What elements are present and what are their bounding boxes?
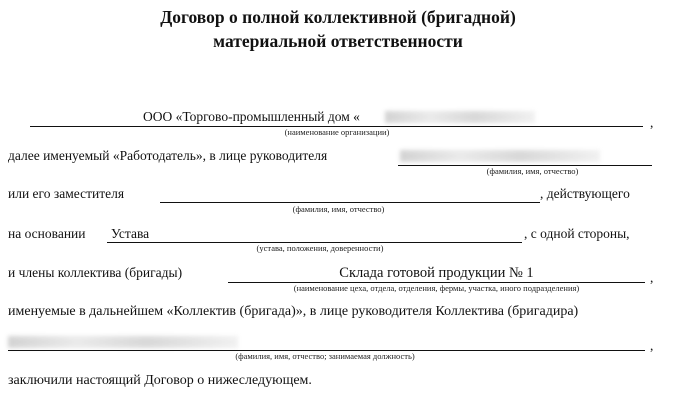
collective-text: именуемые в дальнейшем «Коллектив (бригада)», в лице руководителя Коллектива (бригадира) xyxy=(8,304,579,319)
redacted-director-name xyxy=(400,150,600,162)
organization-name: ООО «Торгово-промышленный дом « xyxy=(143,109,360,124)
closing-text: заключили настоящий Договор о нижеследующем. xyxy=(8,373,312,388)
director-caption: (фамилия, имя, отчество) xyxy=(486,166,579,176)
department-caption: (наименование цеха, отдела, отделения, фермы, участка, иного подразделения) xyxy=(293,283,580,293)
basis-text: на основании xyxy=(8,226,86,241)
organization-comma: , xyxy=(650,115,654,130)
document-title-line-1: Договор о полной коллективной (бригадной) xyxy=(160,7,516,27)
redacted-organization-name xyxy=(385,111,535,123)
basis-suffix: , с одной стороны, xyxy=(524,226,630,241)
deputy-caption: (фамилия, имя, отчество) xyxy=(292,204,385,214)
leader-caption: (фамилия, имя, отчество; занимаемая должность) xyxy=(235,351,415,361)
deputy-text: или его заместителя xyxy=(8,186,125,201)
leader-comma: , xyxy=(650,338,654,353)
deputy-suffix: , действующего xyxy=(540,186,630,201)
department-name: Склада готовой продукции № 1 xyxy=(339,265,534,281)
basis-value: Устава xyxy=(111,226,150,241)
organization-caption: (наименование организации) xyxy=(284,127,390,137)
members-text: и члены коллектива (бригады) xyxy=(8,265,183,280)
redacted-leader-name xyxy=(8,336,238,348)
deputy-field-line xyxy=(160,202,540,203)
members-comma: , xyxy=(650,270,654,285)
basis-caption: (устава, положения, доверенности) xyxy=(256,243,384,253)
document-title-line-2: материальной ответственности xyxy=(213,31,463,51)
employer-text: далее именуемый «Работодатель», в лице руководителя xyxy=(8,148,328,163)
